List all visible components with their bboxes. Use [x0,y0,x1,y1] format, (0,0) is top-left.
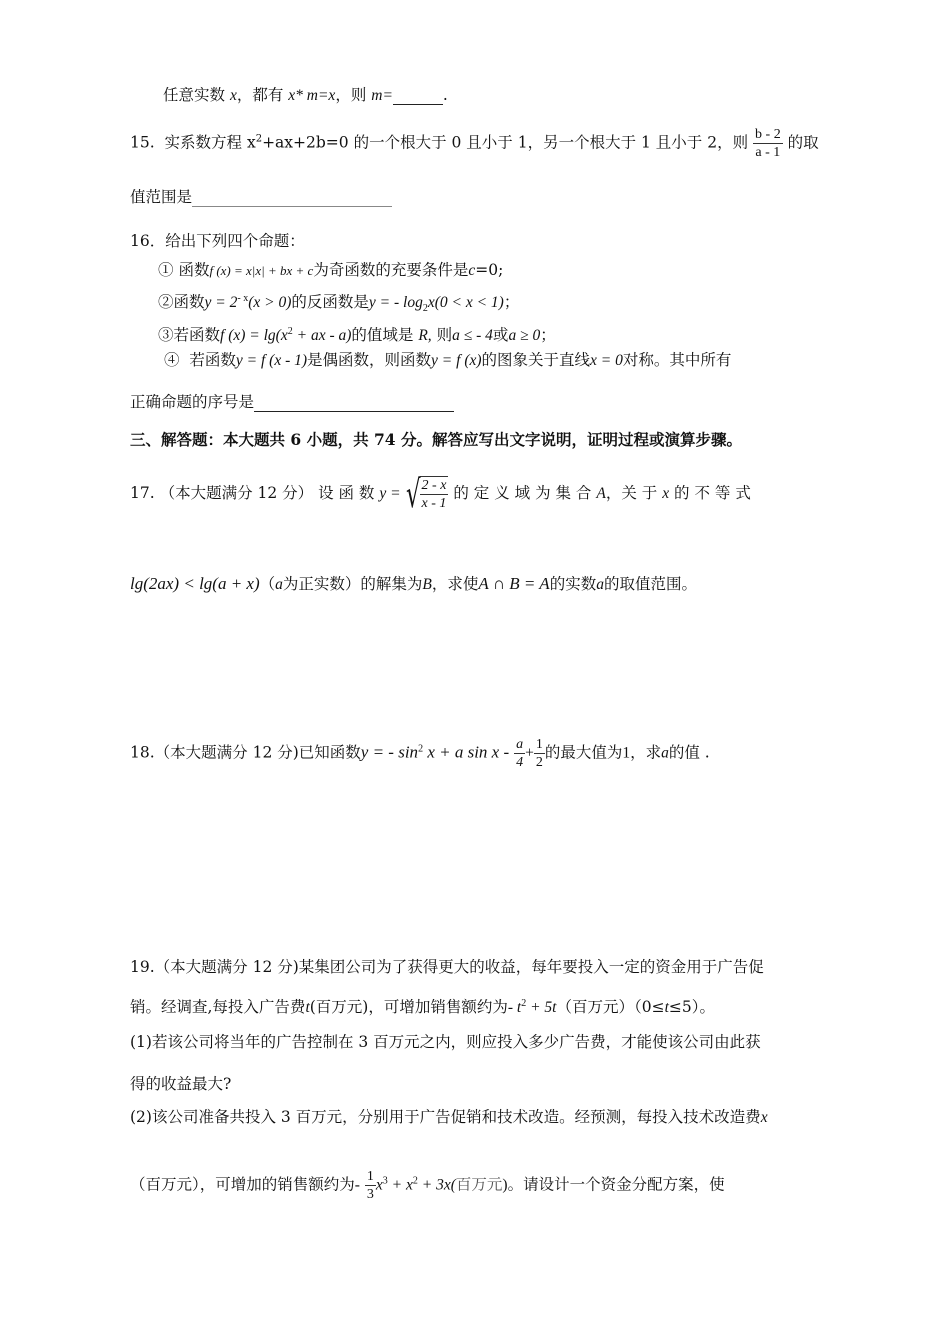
text: 若函数 [173,326,221,344]
fraction [753,126,783,161]
text: 16．给出下列四个命题： [130,232,305,250]
frac-numerator: 1 [366,1169,374,1184]
subscript: 2 [422,303,428,315]
text: 任意实数 [163,86,230,104]
question-number: 15. [130,133,155,152]
text: 的取 [787,133,819,152]
fraction [514,736,525,771]
text: 19.（本大题满分 12 分)某集团公司为了获得更大的收益，每年要投入一定的资金用于广告促 [130,958,764,976]
text: +ax+2b=0 的一个根大于 0 且小于 1，另一个根大于 1 且小于 2，则 [262,133,749,152]
math-expr: x [375,1176,383,1194]
q18-line [130,736,710,771]
item-mark: ③ [158,326,174,344]
frac-denominator: 4 [516,755,524,770]
q17-line2 [130,572,697,594]
q19-line1 [130,955,764,977]
math-var: R, [418,327,432,344]
text: 的反函数是 [291,293,369,311]
text: ≤5）。 [668,998,716,1016]
math-expr: x(0 < x < 1) [427,294,504,311]
math-op: + [525,744,534,762]
math-expr: lg(2ax) < lg(a + x) [130,574,260,593]
text: 值范围是 [130,188,193,206]
text: 为奇函数的充要条件是 [313,261,469,279]
superscript: 3 [382,1175,388,1187]
q16-item1 [158,258,503,280]
math-var: c [468,262,476,279]
q16-head [130,229,305,251]
q16-item2 [158,290,519,314]
section-heading [130,428,742,450]
math-var: B [422,576,432,593]
math-expr: + ax - a) [292,327,352,344]
math-expr: x + a sin x - [423,742,510,762]
text: 的实数 [549,575,597,593]
text: 对称。其中所有 [622,351,732,369]
text: ； [503,293,520,311]
text: ，都有 [236,86,289,104]
radical-sign: √ [405,472,421,516]
math-var: A [596,485,606,502]
math-number: 1 [622,744,631,762]
math-expr: y = 2 [204,294,238,311]
math-expr: f (x) = x|x| + bx + c [209,263,314,278]
math-expr: A ∩ B = A [478,574,550,593]
frac-denominator: a - 1 [755,145,781,160]
text: 得的收益最大? [130,1075,232,1093]
text: 销。经调查,每投入广告费 [130,998,306,1016]
math-var: x [662,485,670,502]
text: 的 定 义 域 为 集 合 [453,484,592,502]
text: 18.（本大题满分 12 分)已知函数 [130,743,361,762]
text: 的取值范围。 [603,575,697,593]
math-var: a [275,576,283,593]
text: 三、解答题：本大题共 6 小题，共 74 分。解答应写出文字说明，证明过程或演算步骤。 [130,430,742,449]
math-expr: y = - log [368,294,423,311]
fraction [534,736,545,771]
frac-numerator: 1 [535,737,543,752]
item-mark: ④ [164,351,180,369]
superscript: 2 [287,325,293,337]
q17-line1 [130,472,751,526]
math-expr: a ≤ - 4 [452,327,493,344]
math-var: m= [371,87,393,104]
math-var: t [664,999,669,1016]
q16-item4 [164,348,731,370]
math-var: x [760,1109,768,1126]
q15-line2 [130,185,392,207]
superscript: 2 [412,1175,418,1187]
sqrt [405,472,449,516]
math-expr: y = f (x - 1) [235,352,308,369]
superscript: 2 [418,743,424,755]
math-expr: x* m=x [288,87,336,104]
math-op: ) [502,1176,508,1194]
q16-item3 [158,323,556,345]
math-expr: y = [379,485,401,502]
text: 的图象关于直线 [481,351,591,369]
text: ； [540,326,556,344]
text: 正确命题的序号是 [130,393,255,411]
math-expr: x = 0 [590,352,623,369]
text: （ [259,575,276,593]
text: （百万元），可增加的销售额约为 [130,1175,355,1194]
frac-denominator: x - 1 [421,496,447,511]
text: 实系数方程 x [164,133,256,152]
frac-denominator: 2 [535,755,543,770]
math-expr: (x > 0) [248,294,292,311]
math-expr: + 5t [526,999,557,1016]
frac-denominator: 3 [366,1187,374,1202]
text: . [442,86,448,104]
q19-line5 [130,1105,768,1127]
math-var: x [229,87,237,104]
math-var: a [661,744,669,762]
math-expr: + 3x( [417,1176,456,1194]
text: (百万元)，可增加销售额约为 [309,998,508,1016]
unit-text: 百万元 [455,1175,503,1194]
math-expr: y = - sin [360,742,419,762]
text: 或 [492,326,509,344]
frac-numerator: 2 - x [421,478,447,493]
text: 的值 . [668,743,710,762]
frac-numerator: a [516,737,524,752]
fraction [420,477,449,512]
answer-blank [254,411,454,412]
fraction [365,1168,376,1203]
text: =0; [475,261,504,279]
text: 则 [431,326,453,344]
text: 函数 [178,261,210,279]
text: 的 不 等 式 [674,484,751,502]
text: 函数 [173,293,205,311]
math-expr: y = f (x) [431,352,482,369]
math-expr: - t [507,999,522,1016]
math-var: a [596,576,604,593]
math-expr: f (x) = lg(x [220,327,288,344]
text: 是偶函数，则函数 [307,351,432,369]
superscript: 2 [521,997,527,1009]
item-mark: ② [158,293,174,311]
text: 。请设计一个资金分配方案，使 [507,1175,725,1194]
math-var: t [305,999,310,1016]
math-op: - [354,1176,360,1194]
q14-tail-line [163,83,448,105]
math-expr: + x [387,1176,413,1194]
text: 若函数 [189,351,236,369]
superscript: - x [237,292,249,304]
answer-blank [192,206,392,207]
text: 17. （本大题满分 12 分） 设 函 数 [130,484,375,502]
text: 的最大值为 [544,743,623,762]
text: 的值域是 [351,326,419,344]
text: (2)该公司准备共投入 3 百万元，分别用于广告促销和技术改造。经预测，每投入技术改造费 [130,1108,761,1126]
q15-line1 [130,126,819,161]
text: 为正实数）的解集为 [282,575,423,593]
text: （百万元）（0≤ [556,998,665,1016]
q19-line2 [130,995,715,1017]
answer-blank [393,104,443,105]
frac-numerator: b - 2 [755,127,781,142]
text: ，则 [335,86,372,104]
text: ，求 [630,743,662,762]
text: (1)若该公司将当年的广告控制在 3 百万元之内，则应投入多少广告费，才能使该公司由此获 [130,1033,761,1051]
text: ，求使 [431,575,479,593]
q19-line3 [130,1030,761,1052]
q16-line-answer [130,390,454,412]
q19-line4 [130,1072,231,1094]
superscript: 2 [255,133,263,145]
item-mark: ① [158,261,174,279]
text: ，关 于 [605,484,658,502]
q19-line6 [130,1168,725,1203]
math-expr: a ≥ 0 [508,327,541,344]
